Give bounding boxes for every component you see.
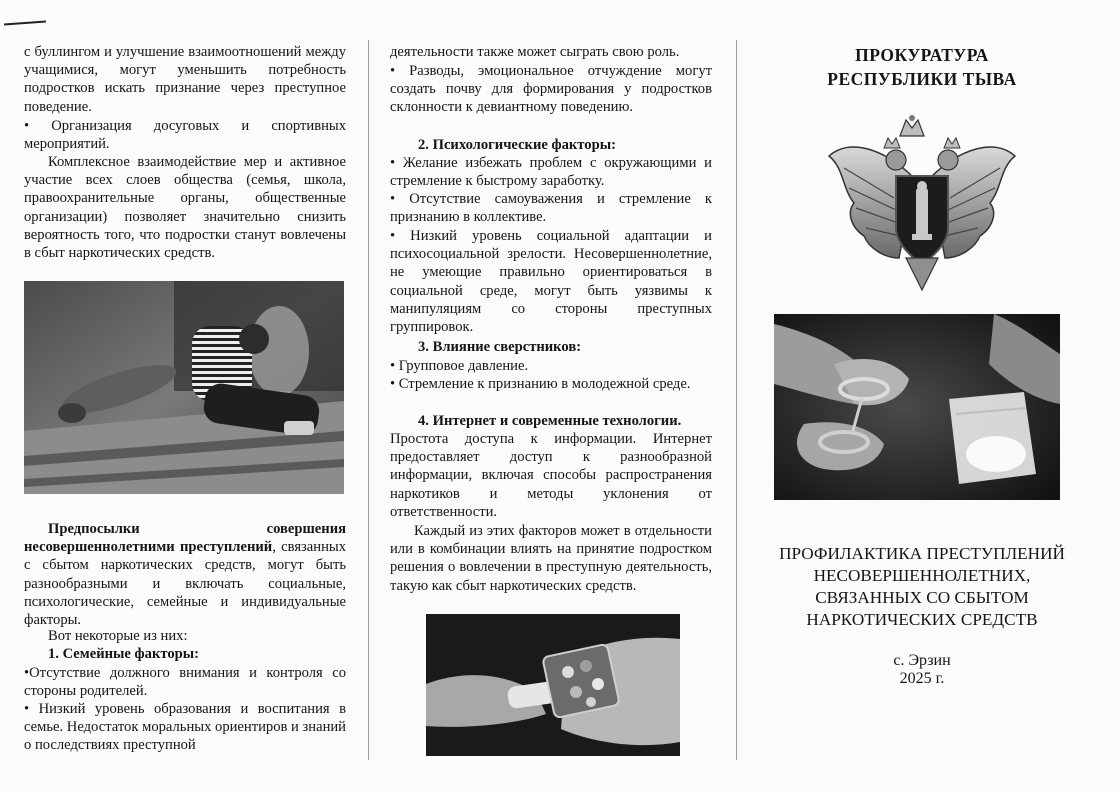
bullet-adaptation: • Низкий уровень социальной адаптации и психосоциальной зрелости. Несовершеннолетние, не умеющие правильно ориентироваться в социальной среде, могут быть уязвимы к манипуляциям со стороны преступных группировок. (390, 228, 712, 336)
heading-peers: 3. Влияние сверстников: (418, 339, 582, 355)
prerequisites-paragraph (24, 520, 346, 629)
bullet-group: • Групповое давление. (390, 358, 529, 374)
complex-paragraph: Комплексное взаимодействие мер и активное участие всех слоев общества (семья, школа, правоохранительные органы, общественные организации) позволяет значительно снизить вероятность того, что подростки станут вовлечены в сбыт наркотических средств. (24, 154, 346, 262)
brochure-title-line1: ПРОФИЛАКТИКА ПРЕСТУПЛЕНИЙ (779, 544, 1065, 563)
brochure-title-line2: НЕСОВЕРШЕННОЛЕТНИХ, (813, 566, 1031, 585)
each-factor-paragraph: Каждый из этих факторов может в отдельности или в комбинации влиять на принятие подростком решения о вовлечении в преступную деятельность, такую как сбыт наркотических средств. (390, 523, 712, 594)
bullet-education: • Низкий уровень образования и воспитания в семье. Недостаток моральных ориентиров и знаний о последствиях преступной (24, 701, 346, 754)
heading-family-factors: 1. Семейные факторы: (48, 646, 199, 662)
bullet-leisure: • Организация досуговых и спортивных мероприятий. (24, 118, 346, 153)
scan-mark (4, 21, 46, 26)
bullet-divorce: • Разводы, эмоциональное отчуждение могут создать почву для формирования у подростков склонности к девиантному поведению. (390, 63, 712, 116)
some-of-them: Вот некоторые из них: (48, 628, 188, 644)
org-name-line2: РЕСПУБЛИКИ ТЫВА (827, 69, 1017, 89)
photo-teen-stairs (24, 281, 344, 494)
heading-psych-factors: 2. Психологические факторы: (418, 137, 616, 153)
continuation-text: деятельности также может сыграть свою роль. (390, 44, 680, 60)
internet-paragraph: Простота доступа к информации. Интернет предоставляет доступ к разнообразной информации, включая способы распространения наркотиков и методы уклонения от ответственности. (390, 431, 712, 520)
bullet-selfesteem: • Отсутствие самоуважения и стремление к признанию в коллективе. (390, 191, 712, 226)
fold-line-1 (368, 40, 369, 760)
year: 2025 г. (899, 670, 945, 687)
brochure-title-line4: НАРКОТИЧЕСКИХ СРЕДСТВ (806, 610, 1038, 629)
heading-internet: 4. Интернет и современные технологии. (418, 413, 682, 429)
photo-handcuffs-drugs (774, 314, 1060, 500)
prerequisites-heading: Предпосылки совершения несовершеннолетними преступлений (24, 521, 346, 556)
prosecutor-emblem-icon (824, 108, 1020, 298)
photo-money-exchange (426, 614, 680, 756)
prerequisites-text: , связанных с сбытом наркотических средств, могут быть разнообразными и включать социальные, психологические, семейные и индивидуальные факторы. (24, 539, 346, 629)
intro-paragraph: с буллингом и улучшение взаимоотношений между учащимися, могут уменьшить потребность подростков искать признание через преступное поведение. (24, 44, 346, 115)
bullet-attention: •Отсутствие должного внимания и контроля со стороны родителей. (24, 665, 346, 700)
brochure-title-line3: СВЯЗАННЫХ СО СБЫТОМ (815, 588, 1029, 607)
fold-line-2 (736, 40, 737, 760)
place-name: с. Эрзин (893, 652, 951, 669)
bullet-avoid: • Желание избежать проблем с окружающими и стремление к быстрому заработку. (390, 155, 712, 190)
bullet-youth: • Стремление к признанию в молодежной среде. (390, 376, 691, 392)
org-name-line1: ПРОКУРАТУРА (855, 45, 989, 65)
